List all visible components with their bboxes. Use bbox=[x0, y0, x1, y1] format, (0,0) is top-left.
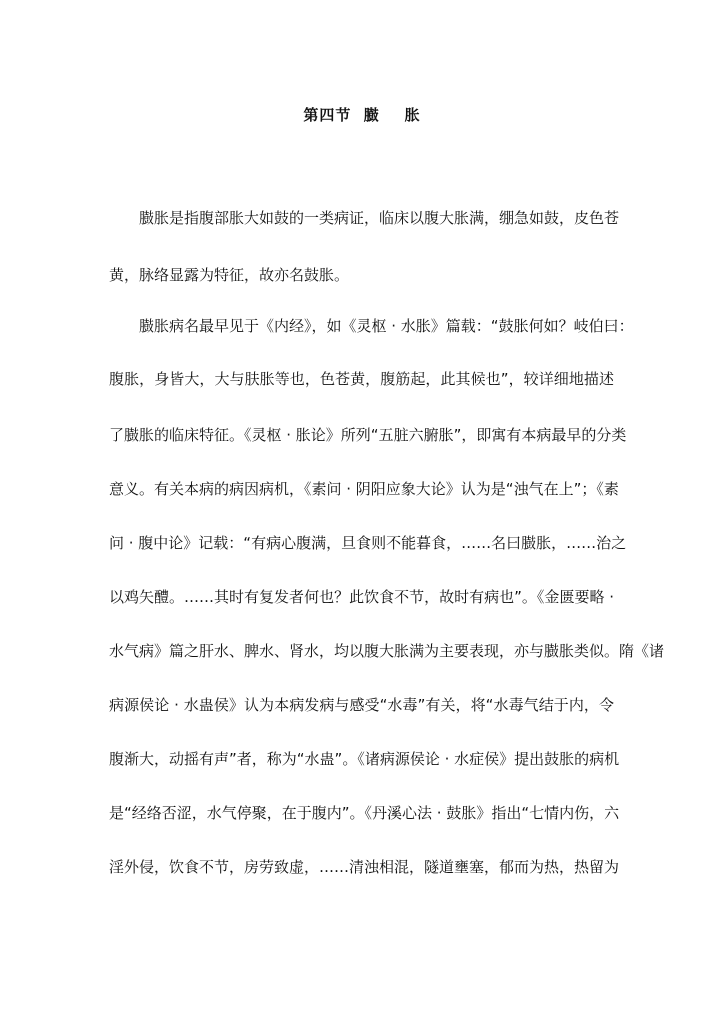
paragraph-1-line-2: 黄，脉络显露为特征，故亦名鼓胀。 bbox=[109, 266, 350, 284]
paragraph-2-line-8: 病源侯论 · 水蛊侯》认为本病发病与感受“水毒”有关，将“水毒气结于内，令 bbox=[109, 696, 614, 714]
section-title: 第四节 臌 胀 bbox=[303, 106, 421, 124]
paragraph-2-line-10: 是“经络否涩，水气停聚，在于腹内”。《丹溪心法 · 鼓胀》指出“七情内伤，六 bbox=[109, 804, 620, 822]
paragraph-2-line-7: 水气病》篇之肝水、脾水、肾水，均以腹大胀满为主要表现，亦与臌胀类似。隋《诸 bbox=[109, 642, 665, 660]
paragraph-2-line-3: 了臌胀的临床特征。《灵枢 · 胀论》所列“五脏六腑胀”，即寓有本病最早的分类 bbox=[109, 426, 627, 444]
paragraph-2-line-1: 臌胀病名最早见于《内经》，如《灵枢 · 水胀》篇载：“鼓胀何如？岐伯曰： bbox=[139, 317, 634, 335]
paragraph-2-line-11: 淫外侵，饮食不节，房劳致虚，……清浊相混，隧道壅塞，郁而为热，热留为 bbox=[109, 858, 620, 876]
paragraph-2-line-6: 以鸡矢醴。……其时有复发者何也？此饮食不节，故时有病也”。《金匮要略 · bbox=[109, 588, 614, 606]
paragraph-2-line-9: 腹渐大，动摇有声”者，称为“水蛊”。《诸病源侯论 · 水症侯》提出鼓胀的病机 bbox=[109, 750, 620, 768]
paragraph-2-line-4: 意义。有关本病的病因病机，《素问 · 阴阳应象大论》认为是“浊气在上”；《素 bbox=[109, 480, 619, 498]
paragraph-2-line-5: 问 · 腹中论》记载：“有病心腹满，旦食则不能暮食，……名曰臌胀，……治之 bbox=[109, 534, 627, 552]
paragraph-1-line-1: 臌胀是指腹部胀大如鼓的一类病证，临床以腹大胀满，绷急如鼓，皮色苍 bbox=[139, 209, 620, 227]
paragraph-2-line-2: 腹胀，身皆大，大与肤胀等也，色苍黄，腹筋起，此其候也”，较详细地描述 bbox=[109, 370, 614, 388]
